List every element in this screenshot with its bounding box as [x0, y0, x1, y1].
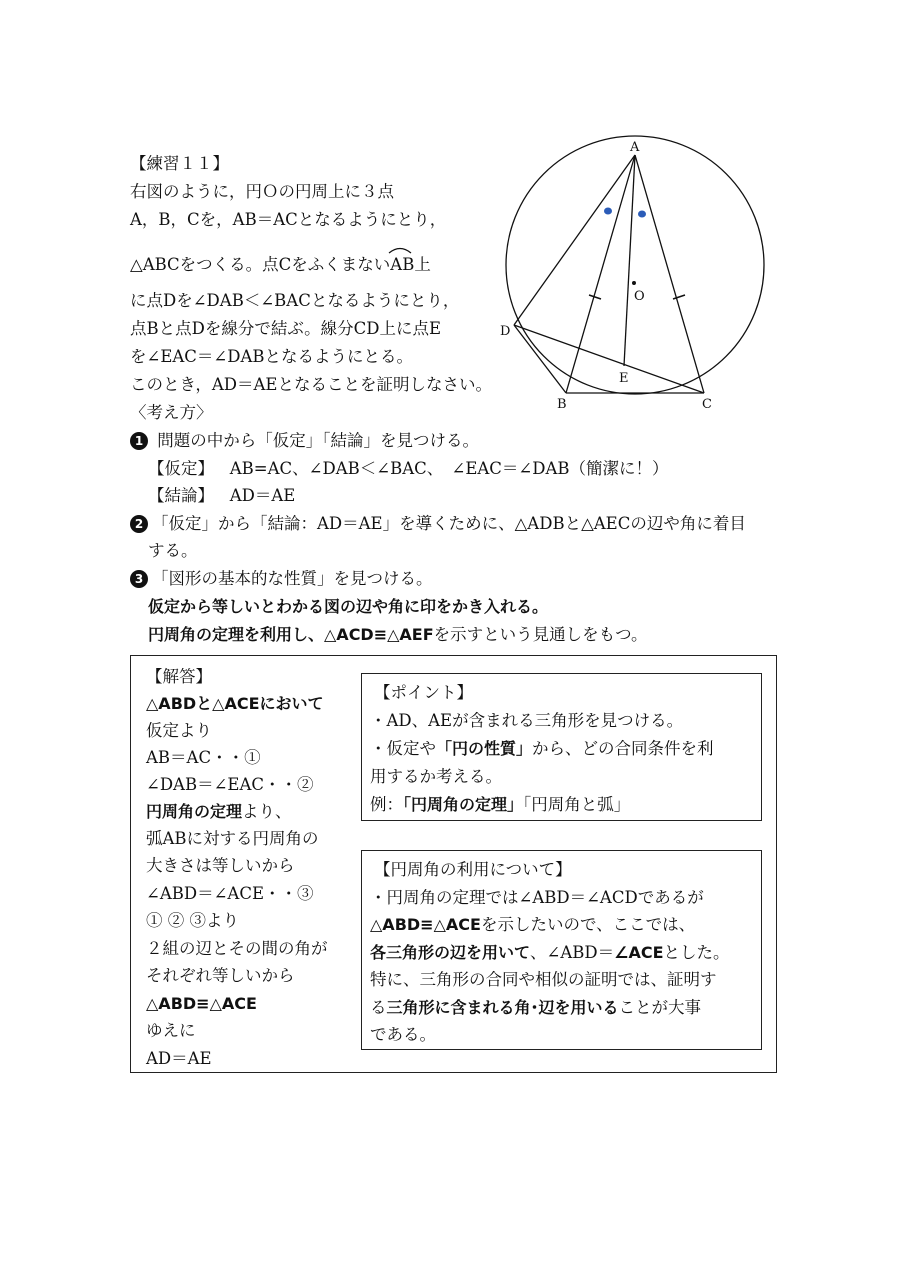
assumption-text: AB=AC、∠DAB＜∠BAC、 ∠EAC＝∠DAB（簡潔に！） — [229, 459, 669, 478]
step-2-text: 「仮定」から「結論：AD＝AE」を導くために、△ADBと△AECの辺や角に着目 — [152, 514, 746, 533]
arc-mark-icon — [388, 246, 412, 254]
step-3-text: 「図形の基本的な性質」を見つける。 — [152, 569, 433, 588]
tick-ab — [589, 295, 601, 299]
answer-line-12: △ABD≡△ACE — [146, 994, 257, 1013]
step-1-number-icon: 1 — [130, 432, 148, 450]
step-3-line-2 — [148, 621, 648, 648]
segment-bd — [514, 325, 566, 393]
answer-line-14: AD＝AE — [146, 1049, 212, 1068]
segment-ac — [635, 155, 704, 393]
step-3-number-icon: 3 — [130, 570, 148, 588]
angle-mark-eac — [638, 211, 646, 218]
point-line-4-b: 「円周角と弧」 — [523, 795, 631, 814]
step-1-text: 問題の中から「仮定」「結論」を見つける。 — [157, 431, 479, 450]
problem-line-3-b: 上 — [414, 255, 431, 274]
answer-line-5 — [146, 798, 292, 825]
usage-line-2-bold: △ABD≡△ACE — [370, 915, 481, 934]
usage-line-5-b: ことが大事 — [618, 998, 702, 1017]
answer-line-4: ∠DAB＝∠EAC・・② — [146, 775, 314, 794]
usage-line-1: ・円周角の定理では∠ABD＝∠ACDであるが — [370, 888, 704, 907]
problem-line-4: に点Dを∠DAB＜∠BACとなるようにとり， — [130, 291, 460, 310]
approach-step-3 — [130, 565, 433, 592]
point-line-1: ・AD、AEが含まれる三角形を見つける。 — [370, 711, 684, 730]
answer-line-5-rest: より、 — [242, 802, 292, 821]
answer-line-1: △ABDと△ACEにおいて — [146, 694, 324, 713]
label-a: A — [630, 140, 640, 155]
segment-ad — [514, 155, 635, 325]
answer-line-9: ① ② ③より — [146, 911, 239, 930]
geometry-figure — [495, 135, 785, 415]
usage-line-3-mid: 、∠ABD＝ — [530, 943, 615, 962]
label-o: O — [634, 289, 645, 304]
answer-line-11: それぞれ等しいから — [146, 966, 295, 985]
arc-ab-label: AB — [390, 255, 415, 274]
step-3-bold-1: 仮定から等しいとわかる図の辺や角に印をかき入れる。 — [148, 597, 549, 616]
point-line-2-a: ・仮定や — [370, 739, 436, 758]
label-e: E — [619, 371, 629, 386]
answer-label: 【解答】 — [146, 667, 212, 686]
problem-line-2: A，B，Cを，AB＝ACとなるようにとり， — [130, 210, 447, 229]
usage-line-5-bold: 三角形に含まれる角･辺を用いる — [386, 998, 619, 1017]
usage-line-3-rest: とした。 — [663, 943, 730, 962]
problem-line-6: を∠EAC＝∠DABとなるようにとる。 — [130, 347, 414, 366]
arc-ab — [390, 251, 414, 278]
step-2-number-icon: 2 — [130, 515, 148, 533]
problem-title: 【練習１１】 — [130, 154, 229, 173]
point-line-3: 用するか考える。 — [370, 767, 502, 786]
tick-ac — [673, 295, 685, 299]
usage-line-5-a: る — [370, 998, 387, 1017]
point-line-2-bold: 「円の性質」 — [436, 739, 533, 758]
usage-line-3-bold: 各三角形の辺を用いて — [370, 943, 531, 962]
approach-step-2 — [130, 510, 746, 537]
point-line-4-bold: 「円周角の定理」 — [403, 795, 524, 814]
step-3-rest-2: を示すという見通しをもつ。 — [433, 625, 648, 644]
point-line-2 — [370, 735, 714, 762]
point-line-2-b: から、どの合同条件を利 — [532, 739, 714, 758]
problem-line-7: このとき，AD＝AEとなることを証明しなさい。 — [130, 375, 492, 394]
usage-line-2 — [370, 911, 695, 938]
usage-line-4: 特に、三角形の合同や相似の証明では、証明す — [370, 970, 717, 989]
usage-line-3 — [370, 939, 730, 966]
answer-line-7: 大きさは等しいから — [146, 856, 295, 875]
problem-line-5: 点Bと点Dを線分で結ぶ。線分CD上に点E — [130, 319, 442, 338]
circle-o — [506, 136, 764, 394]
step-3-bold-2: 円周角の定理を利用し、△ACD≡△AEF — [148, 625, 434, 644]
label-b: B — [557, 397, 567, 412]
approach-step-1 — [130, 427, 479, 454]
label-c: C — [702, 397, 712, 412]
conclusion-text: AD＝AE — [229, 486, 296, 505]
usage-line-2-rest: を示したいので、ここでは、 — [480, 915, 696, 934]
answer-line-13: ゆえに — [146, 1021, 196, 1040]
assumption — [148, 455, 669, 482]
problem-line-3 — [130, 251, 431, 278]
answer-line-3: AB＝AC・・① — [146, 748, 261, 767]
answer-line-8: ∠ABD＝∠ACE・・③ — [146, 884, 314, 903]
point-line-4 — [370, 791, 630, 818]
assumption-label: 【仮定】 — [148, 459, 214, 478]
problem-line-3-a: △ABCをつくる。点Cをふくまない — [130, 255, 391, 274]
answer-line-6: 弧ABに対する円周角の — [146, 829, 319, 848]
answer-line-5-bold: 円周角の定理 — [146, 802, 243, 821]
answer-line-2: 仮定より — [146, 721, 212, 740]
problem-line-1: 右図のように，円Ｏの円周上に３点 — [130, 182, 394, 201]
label-d: D — [500, 324, 511, 339]
center-o-dot — [632, 281, 636, 285]
approach-heading: 〈考え方〉 — [130, 403, 213, 422]
conclusion — [148, 482, 295, 509]
usage-line-6: である。 — [370, 1025, 436, 1044]
answer-line-10: ２組の辺とその間の角が — [146, 939, 328, 958]
point-line-4-a: 例： — [370, 795, 403, 814]
segment-cd — [514, 325, 704, 393]
usage-line-3-bold-2: ∠ACE — [614, 943, 664, 962]
usage-line-5 — [370, 994, 701, 1021]
angle-mark-dab — [604, 208, 612, 215]
approach-step-2-cont: する。 — [148, 541, 198, 560]
conclusion-label: 【結論】 — [148, 486, 214, 505]
point-label: 【ポイント】 — [374, 683, 473, 702]
usage-label: 【円周角の利用について】 — [374, 860, 572, 879]
